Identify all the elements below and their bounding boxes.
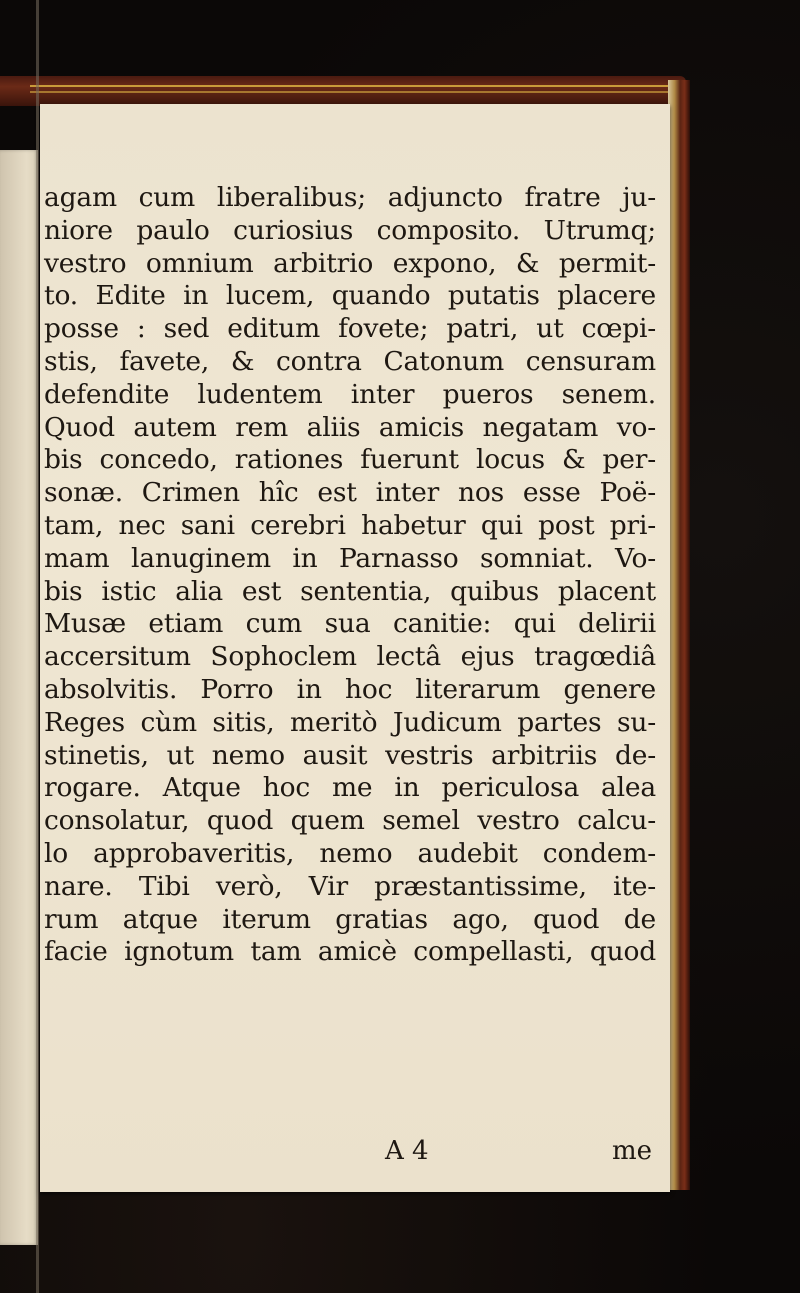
text-line: facie ignotum tam amicè compellasti, quod	[44, 936, 656, 968]
text-line: posse : sed editum fovete; patri, ut cœpi-	[44, 313, 656, 345]
page-footer	[40, 1136, 652, 1170]
text-line: stis, favete, & contra Catonum censuram	[44, 345, 656, 377]
book-fore-edge	[668, 80, 690, 1190]
gutter-fold	[36, 0, 39, 1293]
catchword: me	[611, 1136, 652, 1166]
gilt-rule	[30, 91, 674, 93]
text-line: nare. Tibi verò, Vir præstantissime, ite-	[44, 870, 656, 902]
text-line: lo approbaveritis, nemo audebit condem-	[44, 837, 656, 869]
book-page	[40, 104, 670, 1192]
signature-mark: A 4	[385, 1136, 429, 1166]
text-line: tam, nec sani cerebri habetur qui post pri-	[44, 509, 656, 541]
text-line: sonæ. Crimen hîc est inter nos esse Poë-	[44, 477, 656, 509]
text-line: bis istic alia est sententia, quibus placent	[44, 575, 656, 607]
text-line: vestro omnium arbitrio expono, & permit-	[44, 247, 656, 279]
text-line: Reges cùm sitis, meritò Judicum partes su-	[44, 706, 656, 738]
text-line: to. Edite in lucem, quando putatis placere	[44, 280, 656, 312]
gilt-rule	[30, 85, 674, 87]
text-line: rum atque iterum gratias ago, quod de	[44, 903, 656, 935]
text-line: bis concedo, rationes fuerunt locus & per-	[44, 444, 656, 476]
text-line: stinetis, ut nemo ausit vestris arbitriis de-	[44, 739, 656, 771]
text-line: absolvitis. Porro in hoc literarum genere	[44, 673, 656, 705]
text-line: defendite ludentem inter pueros senem.	[44, 378, 656, 410]
text-line: Musæ etiam cum sua canitie: qui delirii	[44, 608, 656, 640]
text-line: rogare. Atque hoc me in periculosa alea	[44, 772, 656, 804]
text-line: niore paulo curiosius composito. Utrumq;	[44, 214, 656, 246]
text-line: consolatur, quod quem semel vestro calcu-	[44, 805, 656, 837]
text-line: accersitum Sophoclem lectâ ejus tragœdiâ	[44, 641, 656, 673]
text-line: agam cum liberalibus; adjuncto fratre ju-	[44, 182, 656, 213]
previous-page-edge	[0, 150, 38, 1245]
book-binding-top	[0, 76, 686, 106]
text-line: mam lanuginem in Parnasso somniat. Vo-	[44, 542, 656, 574]
page-text	[44, 182, 656, 969]
text-line: Quod autem rem aliis amicis negatam vo-	[44, 411, 656, 443]
